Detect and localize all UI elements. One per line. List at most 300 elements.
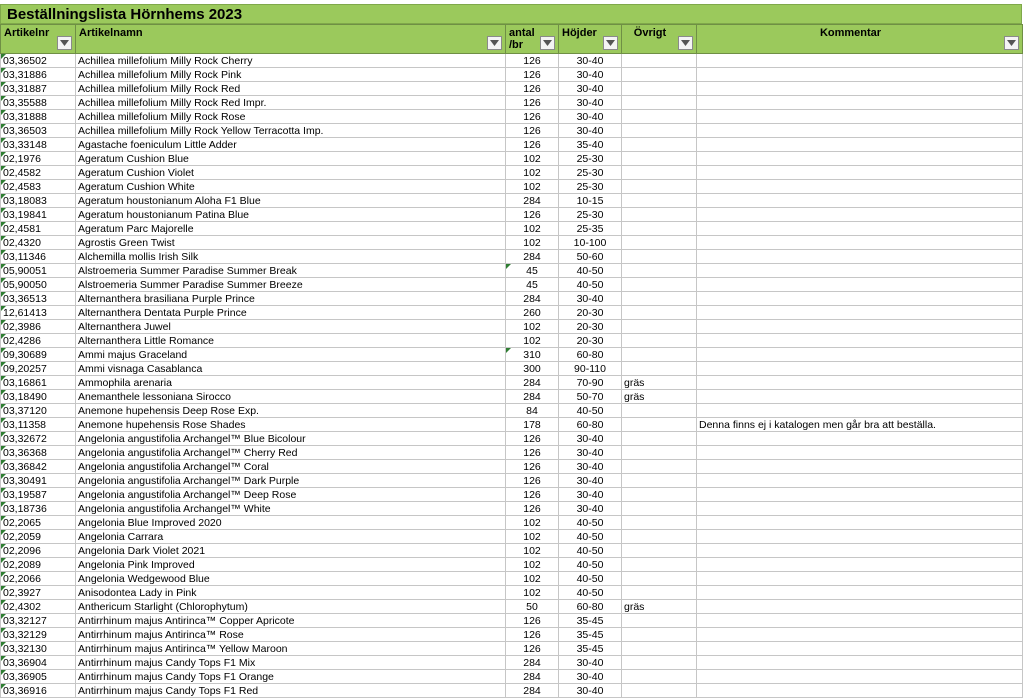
cell-kommentar[interactable] bbox=[697, 544, 1023, 558]
cell-antal[interactable]: 178 bbox=[506, 418, 559, 432]
cell-artikelnr[interactable]: 03,18490 bbox=[1, 390, 76, 404]
cell-antal[interactable]: 126 bbox=[506, 614, 559, 628]
cell-artikelnamn[interactable]: Achillea millefolium Milly Rock Rose bbox=[76, 110, 506, 124]
cell-kommentar[interactable] bbox=[697, 194, 1023, 208]
cell-artikelnamn[interactable]: Anemone hupehensis Rose Shades bbox=[76, 418, 506, 432]
dropdown-arrow-icon bbox=[1007, 40, 1016, 46]
cell-artikelnr[interactable]: 03,16861 bbox=[1, 376, 76, 390]
cell-antal[interactable]: 102 bbox=[506, 222, 559, 236]
cell-artikelnamn[interactable]: Ammi majus Graceland bbox=[76, 348, 506, 362]
cell-hojder[interactable]: 70-90 bbox=[559, 376, 622, 390]
cell-ovrigt[interactable] bbox=[622, 502, 697, 516]
cell-artikelnamn[interactable]: Achillea millefolium Milly Rock Red bbox=[76, 82, 506, 96]
cell-antal[interactable]: 284 bbox=[506, 376, 559, 390]
cell-artikelnamn[interactable]: Alternanthera Dentata Purple Prince bbox=[76, 306, 506, 320]
cell-hojder[interactable]: 40-50 bbox=[559, 530, 622, 544]
cell-artikelnamn[interactable]: Angelonia Wedgewood Blue bbox=[76, 572, 506, 586]
cell-antal[interactable]: 126 bbox=[506, 124, 559, 138]
cell-antal[interactable]: 126 bbox=[506, 474, 559, 488]
cell-artikelnamn[interactable]: Achillea millefolium Milly Rock Pink bbox=[76, 68, 506, 82]
cell-kommentar[interactable] bbox=[697, 96, 1023, 110]
cell-kommentar[interactable] bbox=[697, 530, 1023, 544]
cell-kommentar[interactable] bbox=[697, 320, 1023, 334]
filter-dropdown-kommentar[interactable] bbox=[1004, 36, 1019, 50]
cell-kommentar[interactable] bbox=[697, 488, 1023, 502]
cell-artikelnamn[interactable]: Alchemilla mollis Irish Silk bbox=[76, 250, 506, 264]
cell-artikelnamn[interactable]: Angelonia Carrara bbox=[76, 530, 506, 544]
cell-artikelnamn[interactable]: Angelonia angustifolia Archangel™ Deep Rose bbox=[76, 488, 506, 502]
cell-kommentar[interactable] bbox=[697, 446, 1023, 460]
cell-artikelnamn[interactable]: Alstroemeria Summer Paradise Summer Break bbox=[76, 264, 506, 278]
cell-kommentar[interactable] bbox=[697, 166, 1023, 180]
cell-hojder[interactable]: 60-80 bbox=[559, 600, 622, 614]
cell-artikelnr[interactable]: 03,36502 bbox=[1, 54, 76, 68]
cell-artikelnr[interactable]: 09,30689 bbox=[1, 348, 76, 362]
cell-ovrigt[interactable] bbox=[622, 320, 697, 334]
cell-antal[interactable]: 126 bbox=[506, 502, 559, 516]
cell-kommentar[interactable] bbox=[697, 82, 1023, 96]
cell-artikelnamn[interactable]: Anisodontea Lady in Pink bbox=[76, 586, 506, 600]
cell-antal[interactable]: 126 bbox=[506, 96, 559, 110]
cell-artikelnr[interactable]: 03,31886 bbox=[1, 68, 76, 82]
cell-antal[interactable]: 126 bbox=[506, 628, 559, 642]
cell-artikelnr[interactable]: 05,90050 bbox=[1, 278, 76, 292]
cell-artikelnamn[interactable]: Antirrhinum majus Antirinca™ Rose bbox=[76, 628, 506, 642]
cell-ovrigt[interactable] bbox=[622, 474, 697, 488]
cell-antal[interactable]: 126 bbox=[506, 446, 559, 460]
cell-antal[interactable]: 284 bbox=[506, 250, 559, 264]
cell-kommentar[interactable] bbox=[697, 502, 1023, 516]
cell-antal[interactable]: 126 bbox=[506, 110, 559, 124]
cell-hojder[interactable]: 25-30 bbox=[559, 208, 622, 222]
cell-kommentar[interactable] bbox=[697, 180, 1023, 194]
cell-antal[interactable]: 126 bbox=[506, 82, 559, 96]
cell-artikelnr[interactable]: 03,32127 bbox=[1, 614, 76, 628]
cell-artikelnr[interactable]: 03,30491 bbox=[1, 474, 76, 488]
cell-hojder[interactable]: 40-50 bbox=[559, 572, 622, 586]
cell-artikelnr[interactable]: 02,1976 bbox=[1, 152, 76, 166]
cell-artikelnr[interactable]: 02,4581 bbox=[1, 222, 76, 236]
cell-antal[interactable]: 45 bbox=[506, 264, 559, 278]
cell-kommentar[interactable] bbox=[697, 404, 1023, 418]
cell-kommentar[interactable] bbox=[697, 614, 1023, 628]
cell-kommentar[interactable] bbox=[697, 432, 1023, 446]
cell-hojder[interactable]: 60-80 bbox=[559, 418, 622, 432]
cell-artikelnr[interactable]: 12,61413 bbox=[1, 306, 76, 320]
cell-hojder[interactable]: 25-30 bbox=[559, 152, 622, 166]
cell-hojder[interactable]: 30-40 bbox=[559, 670, 622, 684]
cell-kommentar[interactable] bbox=[697, 558, 1023, 572]
cell-kommentar[interactable] bbox=[697, 390, 1023, 404]
cell-antal[interactable]: 126 bbox=[506, 460, 559, 474]
cell-artikelnamn[interactable]: Antirrhinum majus Antirinca™ Yellow Maroon bbox=[76, 642, 506, 656]
cell-hojder[interactable]: 40-50 bbox=[559, 278, 622, 292]
cell-kommentar[interactable] bbox=[697, 152, 1023, 166]
cell-artikelnamn[interactable]: Anemone hupehensis Deep Rose Exp. bbox=[76, 404, 506, 418]
cell-artikelnamn[interactable]: Agastache foeniculum Little Adder bbox=[76, 138, 506, 152]
cell-artikelnamn[interactable]: Angelonia angustifolia Archangel™ Coral bbox=[76, 460, 506, 474]
cell-artikelnamn[interactable]: Achillea millefolium Milly Rock Red Impr. bbox=[76, 96, 506, 110]
cell-antal[interactable]: 102 bbox=[506, 334, 559, 348]
table-row bbox=[1, 656, 1023, 670]
cell-artikelnamn[interactable]: Antirrhinum majus Candy Tops F1 Orange bbox=[76, 670, 506, 684]
cell-hojder[interactable]: 25-30 bbox=[559, 180, 622, 194]
cell-ovrigt[interactable]: gräs bbox=[622, 376, 697, 390]
cell-artikelnamn[interactable]: Ageratum houstonianum Aloha F1 Blue bbox=[76, 194, 506, 208]
cell-hojder[interactable]: 30-40 bbox=[559, 96, 622, 110]
table-row bbox=[1, 404, 1023, 418]
cell-antal[interactable]: 300 bbox=[506, 362, 559, 376]
cell-antal[interactable]: 84 bbox=[506, 404, 559, 418]
table-row bbox=[1, 180, 1023, 194]
cell-ovrigt[interactable] bbox=[622, 222, 697, 236]
cell-antal[interactable]: 102 bbox=[506, 572, 559, 586]
cell-antal[interactable]: 102 bbox=[506, 166, 559, 180]
cell-ovrigt[interactable] bbox=[622, 558, 697, 572]
cell-hojder[interactable]: 40-50 bbox=[559, 558, 622, 572]
cell-kommentar[interactable] bbox=[697, 572, 1023, 586]
cell-antal[interactable]: 102 bbox=[506, 544, 559, 558]
cell-ovrigt[interactable] bbox=[622, 278, 697, 292]
cell-hojder[interactable]: 90-110 bbox=[559, 362, 622, 376]
table-row bbox=[1, 614, 1023, 628]
cell-antal[interactable]: 284 bbox=[506, 390, 559, 404]
filter-dropdown-hojder[interactable] bbox=[603, 36, 618, 50]
cell-kommentar[interactable] bbox=[697, 278, 1023, 292]
cell-artikelnr[interactable]: 03,18083 bbox=[1, 194, 76, 208]
cell-kommentar[interactable] bbox=[697, 600, 1023, 614]
cell-hojder[interactable]: 35-45 bbox=[559, 642, 622, 656]
cell-artikelnamn[interactable]: Ageratum Parc Majorelle bbox=[76, 222, 506, 236]
cell-hojder[interactable]: 35-45 bbox=[559, 628, 622, 642]
cell-kommentar[interactable] bbox=[697, 348, 1023, 362]
cell-artikelnr[interactable]: 05,90051 bbox=[1, 264, 76, 278]
cell-artikelnamn[interactable]: Angelonia Pink Improved bbox=[76, 558, 506, 572]
cell-hojder[interactable]: 30-40 bbox=[559, 68, 622, 82]
cell-ovrigt[interactable] bbox=[622, 586, 697, 600]
cell-hojder[interactable]: 20-30 bbox=[559, 334, 622, 348]
cell-ovrigt[interactable] bbox=[622, 264, 697, 278]
cell-antal[interactable]: 284 bbox=[506, 194, 559, 208]
cell-kommentar[interactable] bbox=[697, 54, 1023, 68]
cell-hojder[interactable]: 50-60 bbox=[559, 250, 622, 264]
cell-hojder[interactable]: 30-40 bbox=[559, 292, 622, 306]
cell-kommentar[interactable] bbox=[697, 306, 1023, 320]
cell-artikelnr[interactable]: 02,2096 bbox=[1, 544, 76, 558]
cell-hojder[interactable]: 40-50 bbox=[559, 544, 622, 558]
cell-artikelnamn[interactable]: Achillea millefolium Milly Rock Cherry bbox=[76, 54, 506, 68]
cell-ovrigt[interactable] bbox=[622, 124, 697, 138]
cell-kommentar[interactable] bbox=[697, 460, 1023, 474]
cell-artikelnr[interactable]: 02,4582 bbox=[1, 166, 76, 180]
cell-hojder[interactable]: 35-45 bbox=[559, 614, 622, 628]
table-row bbox=[1, 586, 1023, 600]
cell-ovrigt[interactable] bbox=[622, 54, 697, 68]
cell-ovrigt[interactable] bbox=[622, 614, 697, 628]
cell-artikelnr[interactable]: 03,32672 bbox=[1, 432, 76, 446]
cell-artikelnamn[interactable]: Ammophila arenaria bbox=[76, 376, 506, 390]
cell-artikelnr[interactable]: 02,4286 bbox=[1, 334, 76, 348]
cell-ovrigt[interactable] bbox=[622, 208, 697, 222]
cell-hojder[interactable]: 60-80 bbox=[559, 348, 622, 362]
cell-artikelnr[interactable]: 03,36904 bbox=[1, 656, 76, 670]
cell-artikelnamn[interactable]: Antirrhinum majus Candy Tops F1 Mix bbox=[76, 656, 506, 670]
cell-ovrigt[interactable] bbox=[622, 404, 697, 418]
cell-antal[interactable]: 126 bbox=[506, 432, 559, 446]
cell-artikelnamn[interactable]: Alternanthera brasiliana Purple Prince bbox=[76, 292, 506, 306]
cell-hojder[interactable]: 40-50 bbox=[559, 516, 622, 530]
cell-artikelnr[interactable]: 03,37120 bbox=[1, 404, 76, 418]
cell-artikelnr[interactable]: 03,19841 bbox=[1, 208, 76, 222]
cell-ovrigt[interactable] bbox=[622, 68, 697, 82]
cell-ovrigt[interactable] bbox=[622, 432, 697, 446]
cell-ovrigt[interactable] bbox=[622, 166, 697, 180]
cell-antal[interactable]: 126 bbox=[506, 138, 559, 152]
dropdown-arrow-icon bbox=[606, 40, 615, 46]
cell-ovrigt[interactable] bbox=[622, 544, 697, 558]
cell-kommentar[interactable] bbox=[697, 236, 1023, 250]
cell-artikelnamn[interactable]: Ammi visnaga Casablanca bbox=[76, 362, 506, 376]
cell-antal[interactable]: 126 bbox=[506, 208, 559, 222]
cell-hojder[interactable]: 40-50 bbox=[559, 404, 622, 418]
cell-artikelnr[interactable]: 02,3986 bbox=[1, 320, 76, 334]
cell-antal[interactable]: 102 bbox=[506, 180, 559, 194]
filter-dropdown-artikelnamn[interactable] bbox=[487, 36, 502, 50]
cell-ovrigt[interactable] bbox=[622, 670, 697, 684]
cell-kommentar[interactable] bbox=[697, 628, 1023, 642]
cell-antal[interactable]: 45 bbox=[506, 278, 559, 292]
cell-hojder[interactable]: 30-40 bbox=[559, 460, 622, 474]
cell-antal[interactable]: 260 bbox=[506, 306, 559, 320]
cell-ovrigt[interactable] bbox=[622, 418, 697, 432]
cell-antal[interactable]: 284 bbox=[506, 292, 559, 306]
cell-ovrigt[interactable] bbox=[622, 488, 697, 502]
cell-artikelnr[interactable]: 02,2059 bbox=[1, 530, 76, 544]
cell-kommentar[interactable] bbox=[697, 516, 1023, 530]
cell-artikelnamn[interactable]: Antirrhinum majus Antirinca™ Copper Apricote bbox=[76, 614, 506, 628]
cell-ovrigt[interactable] bbox=[622, 152, 697, 166]
cell-ovrigt[interactable] bbox=[622, 516, 697, 530]
header-artikelnamn-label: Artikelnamn bbox=[79, 27, 143, 39]
cell-hojder[interactable]: 30-40 bbox=[559, 124, 622, 138]
cell-artikelnr[interactable]: 03,36916 bbox=[1, 684, 76, 698]
cell-hojder[interactable]: 30-40 bbox=[559, 502, 622, 516]
table-row bbox=[1, 460, 1023, 474]
cell-kommentar[interactable] bbox=[697, 670, 1023, 684]
cell-artikelnr[interactable]: 03,32129 bbox=[1, 628, 76, 642]
cell-artikelnamn[interactable]: Angelonia Dark Violet 2021 bbox=[76, 544, 506, 558]
cell-ovrigt[interactable] bbox=[622, 362, 697, 376]
filter-dropdown-antal[interactable] bbox=[540, 36, 555, 50]
cell-ovrigt[interactable] bbox=[622, 236, 697, 250]
cell-artikelnr[interactable]: 03,11346 bbox=[1, 250, 76, 264]
cell-kommentar[interactable] bbox=[697, 684, 1023, 698]
cell-kommentar[interactable] bbox=[697, 250, 1023, 264]
table-row bbox=[1, 208, 1023, 222]
cell-artikelnr[interactable]: 03,35588 bbox=[1, 96, 76, 110]
cell-artikelnr[interactable]: 03,31887 bbox=[1, 82, 76, 96]
table-row bbox=[1, 334, 1023, 348]
cell-artikelnamn[interactable]: Alternanthera Little Romance bbox=[76, 334, 506, 348]
table-row bbox=[1, 516, 1023, 530]
cell-antal[interactable]: 284 bbox=[506, 670, 559, 684]
cell-hojder[interactable]: 30-40 bbox=[559, 488, 622, 502]
cell-kommentar[interactable] bbox=[697, 376, 1023, 390]
cell-artikelnamn[interactable]: Angelonia angustifolia Archangel™ Dark Purple bbox=[76, 474, 506, 488]
cell-hojder[interactable]: 50-70 bbox=[559, 390, 622, 404]
cell-ovrigt[interactable]: gräs bbox=[622, 390, 697, 404]
cell-kommentar[interactable] bbox=[697, 222, 1023, 236]
header-artikelnr bbox=[1, 25, 76, 54]
cell-artikelnamn[interactable]: Angelonia angustifolia Archangel™ Cherry Red bbox=[76, 446, 506, 460]
cell-ovrigt[interactable]: gräs bbox=[622, 600, 697, 614]
cell-artikelnamn[interactable]: Anthericum Starlight (Chlorophytum) bbox=[76, 600, 506, 614]
cell-antal[interactable]: 284 bbox=[506, 656, 559, 670]
cell-kommentar[interactable] bbox=[697, 264, 1023, 278]
cell-hojder[interactable]: 35-40 bbox=[559, 138, 622, 152]
cell-ovrigt[interactable] bbox=[622, 292, 697, 306]
cell-artikelnamn[interactable]: Angelonia Blue Improved 2020 bbox=[76, 516, 506, 530]
cell-ovrigt[interactable] bbox=[622, 250, 697, 264]
cell-kommentar[interactable] bbox=[697, 208, 1023, 222]
cell-artikelnr[interactable]: 03,36368 bbox=[1, 446, 76, 460]
cell-ovrigt[interactable] bbox=[622, 460, 697, 474]
cell-artikelnr[interactable]: 03,36842 bbox=[1, 460, 76, 474]
table-row bbox=[1, 362, 1023, 376]
cell-artikelnr[interactable]: 03,36503 bbox=[1, 124, 76, 138]
header-ovrigt bbox=[622, 25, 697, 54]
cell-kommentar[interactable] bbox=[697, 362, 1023, 376]
cell-hojder[interactable]: 40-50 bbox=[559, 264, 622, 278]
cell-artikelnr[interactable]: 03,11358 bbox=[1, 418, 76, 432]
cell-ovrigt[interactable] bbox=[622, 572, 697, 586]
cell-artikelnamn[interactable]: Alstroemeria Summer Paradise Summer Breeze bbox=[76, 278, 506, 292]
cell-hojder[interactable]: 20-30 bbox=[559, 320, 622, 334]
cell-artikelnr[interactable]: 02,4583 bbox=[1, 180, 76, 194]
cell-artikelnr[interactable]: 03,36905 bbox=[1, 670, 76, 684]
cell-artikelnr[interactable]: 02,2066 bbox=[1, 572, 76, 586]
cell-artikelnr[interactable]: 02,4320 bbox=[1, 236, 76, 250]
cell-artikelnamn[interactable]: Alternanthera Juwel bbox=[76, 320, 506, 334]
cell-hojder[interactable]: 30-40 bbox=[559, 474, 622, 488]
cell-ovrigt[interactable] bbox=[622, 194, 697, 208]
cell-kommentar[interactable] bbox=[697, 124, 1023, 138]
cell-artikelnamn[interactable]: Ageratum houstonianum Patina Blue bbox=[76, 208, 506, 222]
cell-kommentar[interactable] bbox=[697, 138, 1023, 152]
cell-hojder[interactable]: 20-30 bbox=[559, 306, 622, 320]
table-row bbox=[1, 474, 1023, 488]
cell-antal[interactable]: 126 bbox=[506, 488, 559, 502]
cell-artikelnr[interactable]: 03,19587 bbox=[1, 488, 76, 502]
cell-artikelnr[interactable]: 02,4302 bbox=[1, 600, 76, 614]
cell-artikelnr[interactable]: 02,3927 bbox=[1, 586, 76, 600]
cell-antal[interactable]: 102 bbox=[506, 236, 559, 250]
filter-dropdown-artikelnr[interactable] bbox=[57, 36, 72, 50]
cell-ovrigt[interactable] bbox=[622, 82, 697, 96]
cell-artikelnamn[interactable]: Ageratum Cushion Violet bbox=[76, 166, 506, 180]
cell-artikelnr[interactable]: 03,36513 bbox=[1, 292, 76, 306]
cell-antal[interactable]: 102 bbox=[506, 586, 559, 600]
cell-artikelnr[interactable]: 03,31888 bbox=[1, 110, 76, 124]
filter-dropdown-ovrigt[interactable] bbox=[678, 36, 693, 50]
cell-artikelnamn[interactable]: Anemanthele lessoniana Sirocco bbox=[76, 390, 506, 404]
cell-kommentar[interactable] bbox=[697, 656, 1023, 670]
cell-kommentar[interactable] bbox=[697, 292, 1023, 306]
cell-hojder[interactable]: 30-40 bbox=[559, 110, 622, 124]
cell-ovrigt[interactable] bbox=[622, 96, 697, 110]
cell-ovrigt[interactable] bbox=[622, 348, 697, 362]
sheet-title: Beställningslista Hörnhems 2023 bbox=[7, 6, 243, 23]
cell-artikelnr[interactable]: 03,32130 bbox=[1, 642, 76, 656]
cell-hojder[interactable]: 30-40 bbox=[559, 54, 622, 68]
cell-hojder[interactable]: 10-15 bbox=[559, 194, 622, 208]
cell-artikelnr[interactable]: 02,2089 bbox=[1, 558, 76, 572]
cell-artikelnr[interactable]: 09,20257 bbox=[1, 362, 76, 376]
cell-ovrigt[interactable] bbox=[622, 306, 697, 320]
cell-hojder[interactable]: 25-35 bbox=[559, 222, 622, 236]
cell-hojder[interactable]: 30-40 bbox=[559, 684, 622, 698]
cell-kommentar[interactable] bbox=[697, 110, 1023, 124]
cell-hojder[interactable]: 25-30 bbox=[559, 166, 622, 180]
cell-artikelnr[interactable]: 03,18736 bbox=[1, 502, 76, 516]
cell-antal[interactable]: 102 bbox=[506, 516, 559, 530]
cell-ovrigt[interactable] bbox=[622, 684, 697, 698]
cell-artikelnr[interactable]: 03,33148 bbox=[1, 138, 76, 152]
cell-antal[interactable]: 102 bbox=[506, 530, 559, 544]
cell-artikelnamn[interactable]: Achillea millefolium Milly Rock Yellow Terracotta Imp. bbox=[76, 124, 506, 138]
cell-antal[interactable]: 310 bbox=[506, 348, 559, 362]
cell-ovrigt[interactable] bbox=[622, 334, 697, 348]
header-antal-label bbox=[509, 27, 535, 51]
cell-antal[interactable]: 50 bbox=[506, 600, 559, 614]
cell-ovrigt[interactable] bbox=[622, 628, 697, 642]
cell-antal[interactable]: 126 bbox=[506, 54, 559, 68]
cell-artikelnamn[interactable]: Agrostis Green Twist bbox=[76, 236, 506, 250]
cell-hojder[interactable]: 10-100 bbox=[559, 236, 622, 250]
cell-kommentar[interactable] bbox=[697, 474, 1023, 488]
cell-ovrigt[interactable] bbox=[622, 530, 697, 544]
cell-antal[interactable]: 284 bbox=[506, 684, 559, 698]
cell-kommentar[interactable] bbox=[697, 68, 1023, 82]
cell-hojder[interactable]: 40-50 bbox=[559, 586, 622, 600]
cell-hojder[interactable]: 30-40 bbox=[559, 446, 622, 460]
cell-artikelnamn[interactable]: Angelonia angustifolia Archangel™ White bbox=[76, 502, 506, 516]
cell-ovrigt[interactable] bbox=[622, 138, 697, 152]
cell-antal[interactable]: 102 bbox=[506, 558, 559, 572]
cell-antal[interactable]: 102 bbox=[506, 320, 559, 334]
cell-kommentar[interactable] bbox=[697, 586, 1023, 600]
cell-artikelnamn[interactable]: Angelonia angustifolia Archangel™ Blue Bicolour bbox=[76, 432, 506, 446]
cell-kommentar[interactable]: Denna finns ej i katalogen men går bra att beställa. bbox=[697, 418, 1023, 432]
cell-kommentar[interactable] bbox=[697, 334, 1023, 348]
cell-ovrigt[interactable] bbox=[622, 180, 697, 194]
cell-antal[interactable]: 126 bbox=[506, 642, 559, 656]
cell-artikelnamn[interactable]: Ageratum Cushion White bbox=[76, 180, 506, 194]
cell-hojder[interactable]: 30-40 bbox=[559, 656, 622, 670]
cell-hojder[interactable]: 30-40 bbox=[559, 82, 622, 96]
cell-ovrigt[interactable] bbox=[622, 446, 697, 460]
table-body bbox=[1, 54, 1023, 698]
cell-artikelnr[interactable]: 02,2065 bbox=[1, 516, 76, 530]
cell-artikelnamn[interactable]: Ageratum Cushion Blue bbox=[76, 152, 506, 166]
cell-ovrigt[interactable] bbox=[622, 656, 697, 670]
cell-antal[interactable]: 126 bbox=[506, 68, 559, 82]
cell-hojder[interactable]: 30-40 bbox=[559, 432, 622, 446]
cell-ovrigt[interactable] bbox=[622, 110, 697, 124]
cell-artikelnamn[interactable]: Antirrhinum majus Candy Tops F1 Red bbox=[76, 684, 506, 698]
cell-antal[interactable]: 102 bbox=[506, 152, 559, 166]
header-hojder bbox=[559, 25, 622, 54]
